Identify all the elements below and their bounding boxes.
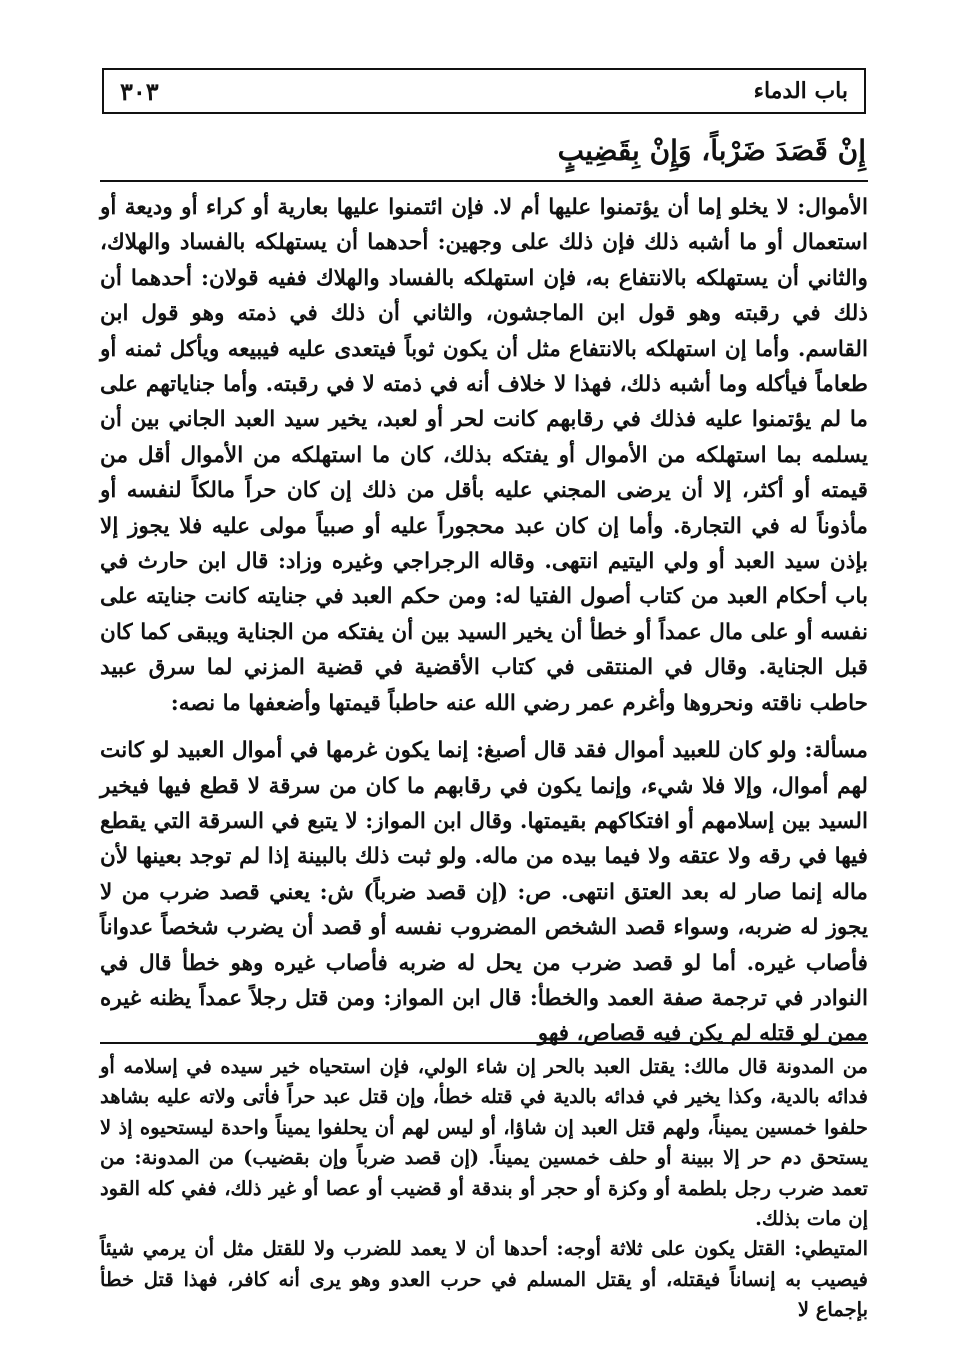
footnotes bbox=[100, 1052, 868, 1326]
page-header bbox=[102, 68, 866, 114]
page-number: ٣٠٣ bbox=[120, 76, 159, 106]
commentary-paragraph: مسألة: ولو كان للعبيد أموال فقد قال أصبغ: إنما يكون غرمها في أموال العبيد لو كانت لهم أموال، وإلا فلا شيء، وإنما يكون في رقابهم ما كان من سرقة لا قطع فيها فيخير السيد بين إسلامهم أو افتكاكهم بقيمتها. وقال ابن المواز: لا يتبع في السرقة التي يقطع فيها في رقه ولا عتقه ولا فيما بيده من ماله. ولو ثبت ذلك بالبينة إذا لم توجد بعينها لأن ماله إنما صار له بعد العتق انتهى. ص: (إن قصد ضرباً) ش: يعني قصد ضرب من لا يجوز له ضربه، وسواء قصد الشخص المضروب نفسه أو قصد أن يضرب شخصاً عدواناً فأصاب غيره. أما لو قصد ضرب من يحل له ضربه فأصاب غيره وهو خطأ قال في النوادر في ترجمة صفة العمد والخطأ: قال ابن المواز: ومن قتل رجلاً عمداً يظنه غيره ممن لو قتله لم يكن فيه قصاص، فهو bbox=[100, 738, 868, 1047]
commentary-paragraph: الأموال: لا يخلو إما أن يؤتمنوا عليها أم لا. فإن ائتمنوا عليها بعارية أو كراء أو وديعة أو استعمال أو ما أشبه ذلك فإن ذلك على وجهين: أحدهما أن يستهلكه بالفساد والهلاك، والثاني أن يستهلكه بالانتفاع به، فإن استهلكه بالفساد والهلاك ففيه قولان: أحدهما أن ذلك في رقبته وهو قول ابن الماجشون، والثاني أن ذلك في ذمته وهو قول ابن القاسم. وأما إن استهلكه بالانتفاع مثل أن يكون ثوباً فيتعدى عليه فيبيعه ويأكل ثمنه أو طعاماً فيأكله وما أشبه ذلك، فهذا لا خلاف أنه في ذمته لا في رقبته. وأما جناياتهم على ما لم يؤتمنوا عليه فذلك في رقابهم كانت لحر أو لعبد، يخير سيد العبد الجاني بين أن يسلمه بما استهلكه من الأموال أو يفتكه بذلك، كان ما استهلكه من الأموال أقل من قيمته أو أكثر، إلا أن يرضى المجني عليه بأقل من ذلك إن كان حراً مالكاً لنفسه أو مأذوناً له في التجارة. وأما إن كان عبد محجوراً عليه أو صبياً مولى عليه فلا يجوز إلا بإذن سيد العبد أو ولي اليتيم انتهى. وقاله الرجراجي وغيره وزاد: قال ابن حارث في باب أحكام العبد من كتاب أصول الفتيا له: ومن حكم العبد في جنايته كانت جنايته على نفسه أو على مال عمداً أو خطأ أن يخير السيد بين أن يفتكه من الجناية ويبقى كما كان قبل الجناية. وقال في المنتقى في كتاب الأقضية في قضية المزني لما سرق عبيد حاطب ناقته ونحروها وأغرم عمر رضي الله عنه حاطباً قيمتها وأضعفها ما نصه: bbox=[100, 195, 868, 716]
footnote-paragraph: من المدونة قال مالك: يقتل العبد بالحر إن شاء الولي، فإن استحياه خير سيده في إسلامه أو فدائه بالدية، وكذا يخير في فدائه بالدية في قتله خطأ، وإن قتل عبد حراً فأتى ولاته عليه بشاهد حلفوا خمسين يميناً، ولهم قتل العبد إن شاؤا، أو ليس لهم أن يحلفوا يميناً واحدة ليستحيوه إذ لا يستحق دم حر إلا ببينة أو حلف خمسين يميناً. (إن قصد ضرباً وإن بقضيب) من المدونة: من تعمد ضرب رجل بلطمة أو وكزة أو حجر أو بندقة أو قضيب أو عصا أو غير ذلك، ففي كله القود إن مات بذلك. bbox=[100, 1055, 868, 1231]
matn-text: إِنْ قَصَدَ ضَرْباً، وَإِنْ بِقَضِيبٍ bbox=[557, 134, 866, 167]
matn-divider bbox=[100, 180, 868, 182]
chapter-title: باب الدماء bbox=[753, 78, 848, 104]
footnote-divider bbox=[100, 1042, 868, 1044]
commentary-body bbox=[100, 190, 868, 1052]
footnote-paragraph: المتيطي: القتل يكون على ثلاثة أوجه: أحدها أن لا يعمد للضرب ولا للقتل مثل أن يرمي شيئاً فيصيب به إنساناً فيقتله، أو يقتل المسلم في حرب العدو وهو يرى أنه كافر، فهذا قتل خطأ بإجماع لا bbox=[100, 1237, 868, 1322]
